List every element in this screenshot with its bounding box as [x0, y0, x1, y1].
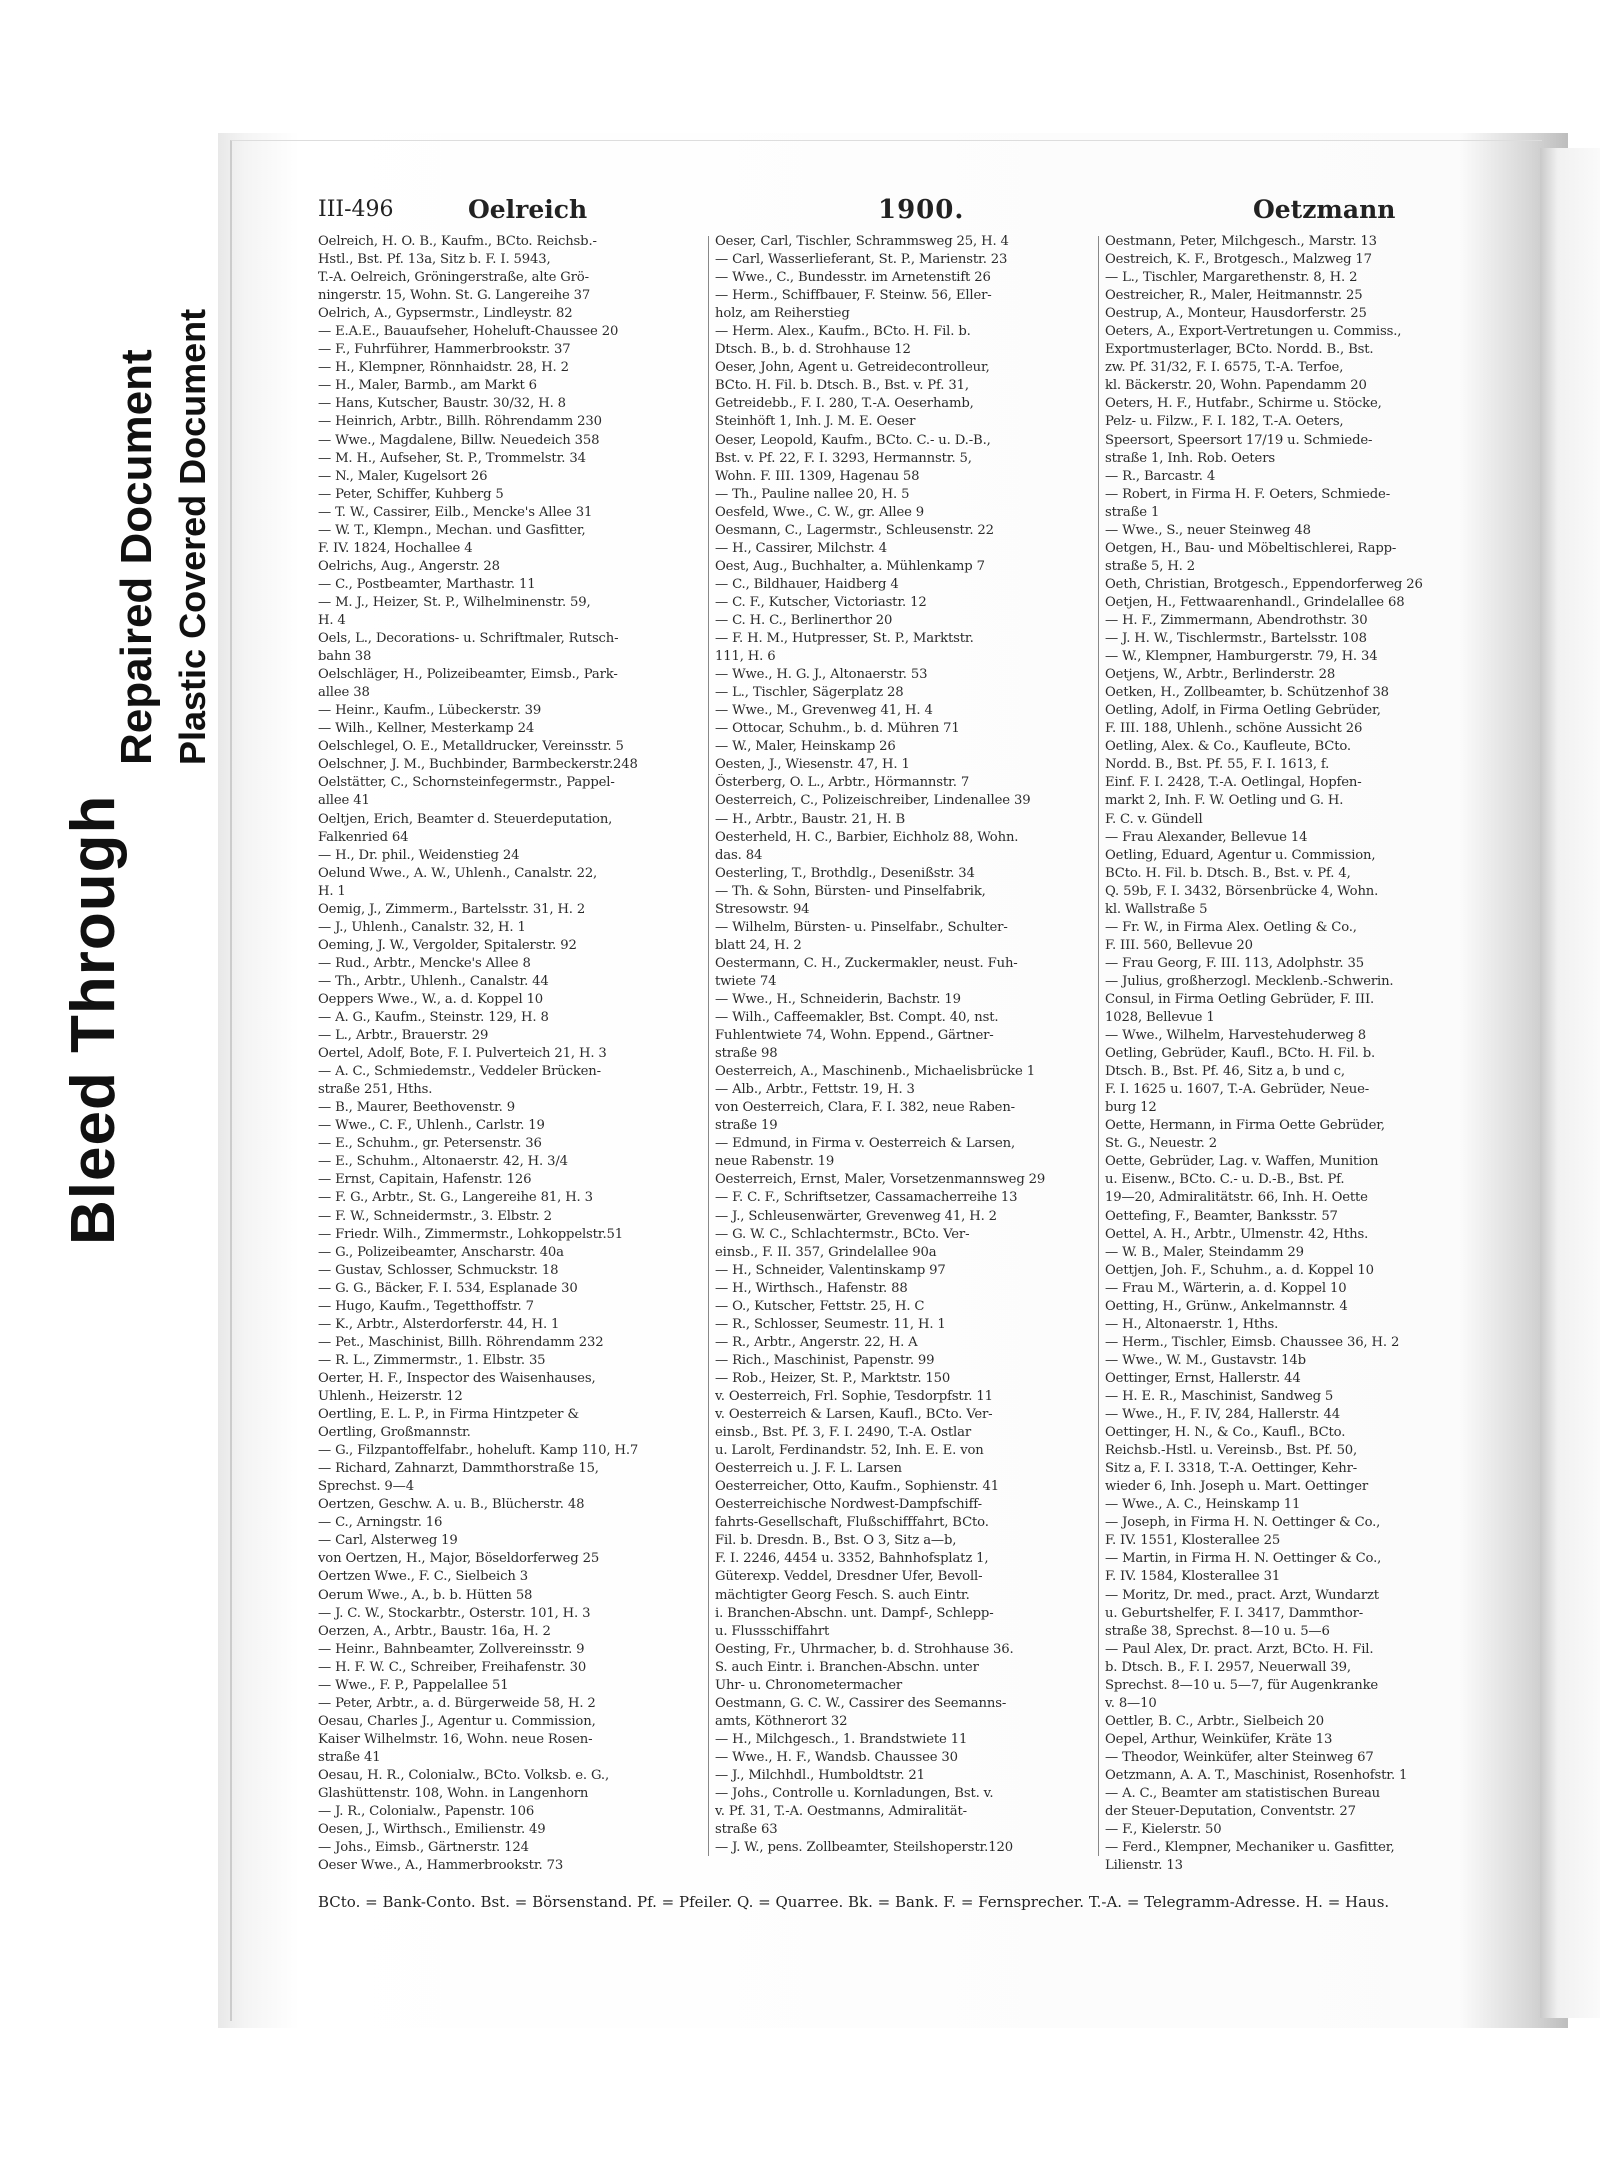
- directory-entry-line: — C., Bildhauer, Haidberg 4: [715, 576, 899, 592]
- directory-entry-line: Oeser Wwe., A., Hammerbrookstr. 73: [318, 1858, 564, 1874]
- directory-entry-line: ningerstr. 15, Wohn. St. G. Langereihe 37: [318, 288, 591, 304]
- directory-entry-line: Oetling, Alex. & Co., Kaufleute, BCto.: [1105, 739, 1351, 755]
- directory-entry-line: 1028, Bellevue 1: [1105, 1010, 1215, 1026]
- directory-entry-line: — Richard, Zahnarzt, Dammthorstraße 15,: [318, 1461, 599, 1477]
- directory-entry-line: Oeters, H. F., Hutfabr., Schirme u. Stöcke,: [1105, 396, 1382, 412]
- directory-entry-line: — J., Uhlenh., Canalstr. 32, H. 1: [318, 919, 526, 935]
- directory-entry-line: Oette, Hermann, in Firma Oette Gebrüder,: [1105, 1118, 1385, 1134]
- directory-entry-line: — R., Barcastr. 4: [1105, 468, 1216, 484]
- directory-entry-line: straße 1, Inh. Rob. Oeters: [1105, 450, 1275, 466]
- directory-entry-line: — C. H. C., Berlinerthor 20: [715, 612, 893, 628]
- directory-entry-line: Oestreich, K. F., Brotgesch., Malzweg 17: [1105, 252, 1372, 268]
- directory-entry-line: — N., Maler, Kugelsort 26: [318, 468, 488, 484]
- directory-entry-line: Oest, Aug., Buchhalter, a. Mühlenkamp 7: [715, 558, 985, 574]
- directory-entry-line: — Wwe., C. F., Uhlenh., Carlstr. 19: [318, 1118, 545, 1134]
- directory-entry-line: Oetting, H., Grünw., Ankelmannstr. 4: [1105, 1298, 1348, 1314]
- directory-entry-line: — Ernst, Capitain, Hafenstr. 126: [318, 1172, 532, 1188]
- directory-entry-line: Getreidebb., F. I. 280, T.-A. Oeserhamb,: [715, 396, 974, 412]
- directory-entry-line: — Moritz, Dr. med., pract. Arzt, Wundarzt: [1105, 1587, 1379, 1603]
- directory-entry-line: — A. C., Beamter am statistischen Bureau: [1105, 1786, 1381, 1802]
- directory-entry-line: holz, am Reiherstieg: [715, 306, 850, 322]
- directory-entry-line: Oetjen, H., Fettwaarenhandl., Grindelallee 68: [1105, 594, 1405, 610]
- directory-entry-line: Güterexp. Veddel, Dresdner Ufer, Bevoll-: [715, 1569, 983, 1585]
- directory-entry-line: Oesau, Charles J., Agentur u. Commission,: [318, 1713, 596, 1729]
- directory-entry-line: twiete 74: [715, 973, 777, 989]
- directory-entry-line: — Carl, Wasserlieferant, St. P., Marienstr. 23: [715, 252, 1008, 268]
- directory-entry-line: Oesterreich u. J. F. L. Larsen: [715, 1461, 902, 1477]
- directory-entry-line: — Peter, Schiffer, Kuhberg 5: [318, 486, 504, 502]
- plastic-covered-label: Plastic Covered Document: [172, 308, 213, 765]
- directory-entry-line: Oerter, H. F., Inspector des Waisenhauses,: [318, 1370, 596, 1386]
- directory-entry-line: kl. Bäckerstr. 20, Wohn. Papendamm 20: [1105, 378, 1367, 394]
- directory-entry-line: Oepel, Arthur, Weinküfer, Kräte 13: [1105, 1731, 1333, 1747]
- directory-entry-line: u. Flussschiffahrt: [715, 1623, 830, 1639]
- directory-entry-line: Sprechst. 8—10 u. 5—7, für Augenkranke: [1105, 1677, 1379, 1693]
- directory-entry-line: F. C. v. Gündell: [1105, 811, 1203, 827]
- directory-entry-line: — H., Arbtr., Baustr. 21, H. B: [715, 811, 906, 827]
- directory-entry-line: Sitz a, F. I. 3318, T.-A. Oettinger, Kehr-: [1105, 1461, 1358, 1477]
- directory-entry-line: Oetzmann, A. A. T., Maschinist, Rosenhofstr. 1: [1105, 1767, 1408, 1783]
- directory-entry-line: F. IV. 1551, Klosterallee 25: [1105, 1533, 1281, 1549]
- directory-entry-line: Bst. v. Pf. 22, F. I. 3293, Hermannstr. 5,: [715, 450, 972, 466]
- directory-entry-line: Wohn. F. III. 1309, Hagenau 58: [715, 468, 920, 484]
- directory-entry-line: — Peter, Arbtr., a. d. Bürgerweide 58, H. 2: [318, 1695, 596, 1711]
- directory-entry-line: — Martin, in Firma H. N. Oettinger & Co.,: [1105, 1551, 1382, 1567]
- directory-entry-line: Oelund Wwe., A. W., Uhlenh., Canalstr. 22,: [318, 865, 598, 881]
- directory-entry-line: Oeltjen, Erich, Beamter d. Steuerdeputation,: [318, 811, 613, 827]
- directory-entry-line: Oeppers Wwe., W., a. d. Koppel 10: [318, 991, 544, 1007]
- directory-entry-line: — T. W., Cassirer, Eilb., Mencke's Allee 31: [318, 504, 593, 520]
- directory-column-2: [715, 233, 1100, 1857]
- directory-entry-line: Oesterreich, C., Polizeischreiber, Lindenallee 39: [715, 793, 1031, 809]
- directory-entry-line: — Gustav, Schlosser, Schmuckstr. 18: [318, 1262, 559, 1278]
- directory-entry-line: — Carl, Alsterweg 19: [318, 1533, 458, 1549]
- directory-entry-line: — H., Altonaerstr. 1, Hths.: [1105, 1316, 1279, 1332]
- directory-entry-line: Fil. b. Dresdn. B., Bst. O 3, Sitz a—b,: [715, 1533, 957, 1549]
- directory-entry-line: — F. G., Arbtr., St. G., Langereihe 81, H. 3: [318, 1190, 593, 1206]
- directory-entry-line: Oerum Wwe., A., b. b. Hütten 58: [318, 1587, 533, 1603]
- directory-entry-line: — Wwe., H., Schneiderin, Bachstr. 19: [715, 991, 961, 1007]
- directory-entry-line: bahn 38: [318, 649, 372, 665]
- directory-entry-line: — Rich., Maschinist, Papenstr. 99: [715, 1352, 935, 1368]
- directory-entry-line: — Frau M., Wärterin, a. d. Koppel 10: [1105, 1280, 1347, 1296]
- directory-entry-line: Oesterreicher, Otto, Kaufm., Sophienstr. 41: [715, 1479, 1000, 1495]
- directory-entry-line: Oerzen, A., Arbtr., Baustr. 16a, H. 2: [318, 1623, 551, 1639]
- directory-entry-line: Dtsch. B., Bst. Pf. 46, Sitz a, b und c,: [1105, 1064, 1345, 1080]
- directory-entry-line: markt 2, Inh. F. W. Oetling und G. H.: [1105, 793, 1344, 809]
- directory-entry-line: Oettinger, H. N., & Co., Kaufl., BCto.: [1105, 1425, 1346, 1441]
- directory-entry-line: Sprechst. 9—4: [318, 1479, 414, 1495]
- directory-entry-line: — H., Dr. phil., Weidenstieg 24: [318, 847, 520, 863]
- directory-entry-line: Fuhlentwiete 74, Wohn. Eppend., Gärtner-: [715, 1028, 994, 1044]
- directory-entry-line: — Th., Pauline nallee 20, H. 5: [715, 486, 910, 502]
- directory-entry-line: — E.A.E., Bauaufseher, Hoheluft-Chaussee 20: [318, 324, 619, 340]
- directory-entry-line: — Wwe., Magdalene, Billw. Neuedeich 358: [318, 432, 600, 448]
- directory-entry-line: — L., Arbtr., Brauerstr. 29: [318, 1028, 489, 1044]
- directory-entry-line: Speersort, Speersort 17/19 u. Schmiede-: [1105, 432, 1373, 448]
- directory-entry-line: — K., Arbtr., Alsterdorferstr. 44, H. 1: [318, 1316, 560, 1332]
- directory-entry-line: — H., Cassirer, Milchstr. 4: [715, 540, 887, 556]
- directory-entry-line: Q. 59b, F. I. 3432, Börsenbrücke 4, Wohn.: [1105, 883, 1379, 899]
- directory-entry-line: Oeser, John, Agent u. Getreidecontrolleur,: [715, 360, 990, 376]
- directory-entry-line: kl. Wallstraße 5: [1105, 901, 1208, 917]
- directory-entry-line: Einf. F. I. 2428, T.-A. Oetlingal, Hopfen-: [1105, 775, 1362, 791]
- directory-entry-line: — Wwe., M., Grevenweg 41, H. 4: [715, 703, 933, 719]
- directory-entry-line: — F., Fuhrführer, Hammerbrookstr. 37: [318, 342, 571, 358]
- directory-entry-line: wieder 6, Inh. Joseph u. Mart. Oettinger: [1105, 1479, 1369, 1495]
- directory-entry-line: — L., Tischler, Sägerplatz 28: [715, 685, 904, 701]
- directory-entry-line: Oesterheld, H. C., Barbier, Eichholz 88, Wohn.: [715, 829, 1019, 845]
- directory-entry-line: Oetgen, H., Bau- und Möbeltischlerei, Rapp-: [1105, 540, 1397, 556]
- directory-entry-line: — Joseph, in Firma H. N. Oettinger & Co.,: [1105, 1515, 1381, 1531]
- directory-entry-line: — Wilhelm, Bürsten- u. Pinselfabr., Schulter-: [715, 919, 1008, 935]
- directory-entry-line: — Wilh., Caffeemakler, Bst. Compt. 40, nst.: [715, 1010, 999, 1026]
- directory-entry-line: Oertzen, Geschw. A. u. B., Blücherstr. 48: [318, 1497, 585, 1513]
- directory-entry-line: — G. W. C., Schlachtermstr., BCto. Ver-: [715, 1226, 970, 1242]
- directory-entry-line: von Oertzen, H., Major, Böseldorferweg 25: [318, 1551, 600, 1567]
- directory-entry-line: — J., Milchhdl., Humboldtstr. 21: [715, 1767, 925, 1783]
- directory-entry-line: einsb., F. II. 357, Grindelallee 90a: [715, 1244, 937, 1260]
- directory-entry-line: Oertel, Adolf, Bote, F. I. Pulverteich 21, H. 3: [318, 1046, 607, 1062]
- directory-entry-line: Glashüttenstr. 108, Wohn. in Langenhorn: [318, 1786, 589, 1802]
- directory-entry-line: — Wwe., C., Bundesstr. im Arnetenstift 26: [715, 270, 991, 286]
- abbreviations-footer: BCto. = Bank-Conto. Bst. = Börsenstand. Pf. = Pfeiler. Q. = Quarree. Bk. = Bank. F. = Fernsprecher. T.-A. = Telegramm-Adresse. H. = Haus.: [318, 1893, 1390, 1911]
- directory-entry-line: — Rob., Heizer, St. P., Marktstr. 150: [715, 1370, 951, 1386]
- directory-entry-line: F. IV. 1584, Klosterallee 31: [1105, 1569, 1281, 1585]
- directory-entry-line: straße 251, Hths.: [318, 1082, 433, 1098]
- directory-entry-line: — Wilh., Kellner, Mesterkamp 24: [318, 721, 535, 737]
- directory-entry-line: Kaiser Wilhelmstr. 16, Wohn. neue Rosen-: [318, 1731, 593, 1747]
- directory-entry-line: Oesten, J., Wiesenstr. 47, H. 1: [715, 757, 910, 773]
- directory-entry-line: — W. B., Maler, Steindamm 29: [1105, 1244, 1304, 1260]
- directory-entry-line: Oestmann, Peter, Milchgesch., Marstr. 13: [1105, 234, 1377, 249]
- directory-entry-line: straße 19: [715, 1118, 778, 1134]
- directory-entry-line: — Wwe., H. F., Wandsb. Chaussee 30: [715, 1749, 958, 1765]
- directory-entry-line: burg 12: [1105, 1100, 1157, 1116]
- directory-entry-line: Oelschlegel, O. E., Metalldrucker, Vereinsstr. 5: [318, 739, 624, 755]
- directory-entry-line: Oelschläger, H., Polizeibeamter, Eimsb., Park-: [318, 667, 618, 683]
- directory-entry-line: — Johs., Eimsb., Gärtnerstr. 124: [318, 1840, 529, 1856]
- directory-entry-line: T.-A. Oelreich, Gröningerstraße, alte Grö-: [318, 270, 589, 286]
- page-number: III-496: [318, 197, 394, 222]
- directory-entry-line: Oesmann, C., Lagermstr., Schleusenstr. 22: [715, 522, 994, 538]
- directory-entry-line: H. 1: [318, 883, 346, 899]
- directory-entry-line: Oetling, Eduard, Agentur u. Commission,: [1105, 847, 1376, 863]
- directory-entry-line: Oertzen Wwe., F. C., Sielbeich 3: [318, 1569, 528, 1585]
- directory-entry-line: — H., Maler, Barmb., am Markt 6: [318, 378, 537, 394]
- directory-entry-line: Oesterling, T., Brothdlg., Desenißstr. 34: [715, 865, 975, 881]
- directory-entry-line: — Frau Georg, F. III. 113, Adolphstr. 35: [1105, 955, 1364, 971]
- directory-entry-line: — H. F. W. C., Schreiber, Freihafenstr. 30: [318, 1659, 587, 1675]
- bleed-through-label: Bleed Through: [59, 794, 128, 1245]
- directory-entry-line: Dtsch. B., b. d. Strohhause 12: [715, 342, 911, 358]
- directory-entry-line: — Ottocar, Schuhm., b. d. Mühren 71: [715, 721, 960, 737]
- directory-entry-line: — C., Arningstr. 16: [318, 1515, 443, 1531]
- directory-entry-line: Oesen, J., Wirthsch., Emilienstr. 49: [318, 1822, 546, 1838]
- directory-entry-line: F. III. 188, Uhlenh., schöne Aussicht 26: [1105, 721, 1363, 737]
- directory-entry-line: Oettjen, Joh. F., Schuhm., a. d. Koppel 10: [1105, 1262, 1374, 1278]
- directory-entry-line: allee 41: [318, 793, 370, 809]
- directory-entry-line: v. Oesterreich, Frl. Sophie, Tesdorpfstr. 11: [715, 1389, 993, 1404]
- directory-entry-line: Exportmusterlager, BCto. Nordd. B., Bst.: [1105, 342, 1374, 358]
- directory-entry-line: Oesfeld, Wwe., C. W., gr. Allee 9: [715, 504, 925, 520]
- directory-entry-line: — Pet., Maschinist, Billh. Röhrendamm 232: [318, 1334, 604, 1350]
- directory-entry-line: Pelz- u. Filzw., F. I. 182, T.-A. Oeters,: [1105, 414, 1344, 430]
- directory-entry-line: F. IV. 1824, Hochallee 4: [318, 540, 473, 556]
- directory-entry-line: Oesterreich, A., Maschinenb., Michaelisbrücke 1: [715, 1064, 1035, 1080]
- directory-entry-line: Oelschner, J. M., Buchbinder, Barmbeckerstr.248: [318, 757, 638, 773]
- directory-entry-line: — R., Schlosser, Seumestr. 11, H. 1: [715, 1316, 946, 1332]
- directory-entry-line: BCto. H. Fil. b. Dtsch. B., Bst. v. Pf. 31,: [715, 378, 969, 394]
- directory-entry-line: — E., Schuhm., Altonaerstr. 42, H. 3/4: [318, 1154, 568, 1170]
- directory-entry-line: v. Oesterreich & Larsen, Kaufl., BCto. Ver-: [715, 1407, 993, 1423]
- directory-entry-line: — Ferd., Klempner, Mechaniker u. Gasfitter,: [1105, 1840, 1395, 1856]
- directory-entry-line: Österberg, O. L., Arbtr., Hörmannstr. 7: [715, 775, 970, 791]
- next-page-edge: [1540, 148, 1600, 2018]
- directory-entry-line: Oels, L., Decorations- u. Schriftmaler, Rutsch-: [318, 631, 619, 647]
- directory-entry-line: F. I. 1625 u. 1607, T.-A. Gebrüder, Neue-: [1105, 1082, 1370, 1098]
- directory-entry-line: — Theodor, Weinküfer, alter Steinweg 67: [1105, 1749, 1374, 1765]
- directory-entry-line: — Wwe., F. P., Pappelallee 51: [318, 1677, 509, 1693]
- directory-entry-line: — H., Klempner, Rönnhaidstr. 28, H. 2: [318, 360, 569, 376]
- side-labels: [0, 0, 220, 2177]
- directory-entry-line: Oettel, A. H., Arbtr., Ulmenstr. 42, Hths.: [1105, 1226, 1369, 1242]
- directory-entry-line: — R., Arbtr., Angerstr. 22, H. A: [715, 1334, 918, 1350]
- directory-entry-line: — Wwe., S., neuer Steinweg 48: [1105, 522, 1311, 538]
- directory-entry-line: Oesau, H. R., Colonialw., BCto. Volksb. e. G.,: [318, 1767, 609, 1783]
- directory-entry-line: — J. R., Colonialw., Papenstr. 106: [318, 1804, 535, 1820]
- directory-entry-line: — G. G., Bäcker, F. I. 534, Esplanade 30: [318, 1280, 578, 1296]
- directory-entry-line: u. Eisenw., BCto. C.- u. D.-B., Bst. Pf.: [1105, 1172, 1345, 1188]
- directory-entry-line: S. auch Eintr. i. Branchen-Abschn. unter: [715, 1659, 979, 1675]
- directory-entry-line: Oelstätter, C., Schornsteinfegermstr., Pappel-: [318, 775, 615, 791]
- header-year: 1900.: [878, 195, 965, 225]
- directory-entry-line: Oeser, Leopold, Kaufm., BCto. C.- u. D.-B.,: [715, 432, 991, 448]
- directory-entry-line: v. 8—10: [1105, 1695, 1157, 1711]
- directory-entry-line: b. Dtsch. B., F. I. 2957, Neuerwall 39,: [1105, 1659, 1351, 1675]
- directory-column-1: [318, 233, 703, 1875]
- directory-entry-line: — Herm. Alex., Kaufm., BCto. H. Fil. b.: [715, 324, 971, 340]
- directory-entry-line: zw. Pf. 31/32, F. I. 6575, T.-A. Terfoe,: [1105, 360, 1344, 376]
- directory-entry-line: Oetling, Adolf, in Firma Oetling Gebrüder,: [1105, 703, 1381, 719]
- directory-entry-line: — G., Polizeibeamter, Anscharstr. 40a: [318, 1244, 564, 1260]
- directory-entry-line: St. G., Neuestr. 2: [1105, 1136, 1217, 1152]
- directory-entry-line: — F., Kielerstr. 50: [1105, 1822, 1222, 1838]
- directory-entry-line: — Edmund, in Firma v. Oesterreich & Larsen,: [715, 1136, 1016, 1152]
- directory-entry-line: — L., Tischler, Margarethenstr. 8, H. 2: [1105, 270, 1358, 286]
- directory-entry-line: u. Geburtshelfer, F. I. 3417, Dammthor-: [1105, 1605, 1364, 1621]
- directory-entry-line: — Wwe., W. M., Gustavstr. 14b: [1105, 1352, 1306, 1368]
- directory-entry-line: Oette, Gebrüder, Lag. v. Waffen, Munition: [1105, 1154, 1379, 1170]
- directory-entry-line: — Friedr. Wilh., Zimmermstr., Lohkoppelstr.51: [318, 1226, 624, 1242]
- directory-entry-line: — M. H., Aufseher, St. P., Trommelstr. 34: [318, 450, 586, 466]
- directory-entry-line: Reichsb.-Hstl. u. Vereinsb., Bst. Pf. 50,: [1105, 1443, 1358, 1459]
- directory-entry-line: straße 63: [715, 1822, 778, 1838]
- directory-entry-line: Lilienstr. 13: [1105, 1858, 1183, 1874]
- directory-entry-line: — Robert, in Firma H. F. Oeters, Schmiede-: [1105, 486, 1390, 502]
- directory-entry-line: — G., Filzpantoffelfabr., hoheluft. Kamp 110, H.7: [318, 1443, 639, 1459]
- directory-entry-line: allee 38: [318, 685, 370, 701]
- directory-entry-line: Oestmann, G. C. W., Cassirer des Seemanns-: [715, 1695, 1007, 1711]
- directory-entry-line: Oertling, E. L. P., in Firma Hintzpeter &: [318, 1407, 579, 1423]
- directory-entry-line: Oelrich, A., Gypsermstr., Lindleystr. 82: [318, 306, 573, 322]
- header-last-entry: Oetzmann: [1253, 195, 1396, 224]
- directory-entry-line: — H., Schneider, Valentinskamp 97: [715, 1262, 946, 1278]
- directory-entry-line: Oemig, J., Zimmerm., Bartelsstr. 31, H. 2: [318, 901, 586, 917]
- directory-entry-line: — J. C. W., Stockarbtr., Osterstr. 101, H. 3: [318, 1605, 591, 1621]
- directory-entry-line: u. Larolt, Ferdinandstr. 52, Inh. E. E. von: [715, 1443, 984, 1459]
- directory-entry-line: F. I. 2246, 4454 u. 3352, Bahnhofsplatz 1,: [715, 1551, 989, 1567]
- column-divider: [708, 236, 709, 1856]
- directory-entry-line: — Wwe., H., F. IV, 284, Hallerstr. 44: [1105, 1407, 1340, 1423]
- directory-entry-line: straße 1: [1105, 504, 1160, 520]
- directory-entry-line: Oestermann, C. H., Zuckermakler, neust. Fuh-: [715, 955, 1018, 971]
- directory-entry-line: Oesterreich, Ernst, Maler, Vorsetzenmannsweg 29: [715, 1172, 1046, 1188]
- directory-entry-line: mächtigter Georg Fesch. S. auch Eintr.: [715, 1587, 970, 1603]
- directory-entry-line: — Wwe., Wilhelm, Harvestehuderweg 8: [1105, 1028, 1366, 1044]
- directory-entry-line: straße 5, H. 2: [1105, 558, 1195, 574]
- directory-entry-line: — A. G., Kaufm., Steinstr. 129, H. 8: [318, 1010, 549, 1026]
- directory-entry-line: — W., Maler, Heinskamp 26: [715, 739, 896, 755]
- directory-entry-line: — Herm., Schiffbauer, F. Steinw. 56, Eller-: [715, 288, 992, 304]
- directory-entry-line: F. III. 560, Bellevue 20: [1105, 937, 1253, 953]
- directory-entry-line: — H., Milchgesch., 1. Brandstwiete 11: [715, 1731, 968, 1747]
- directory-entry-line: — Wwe., A. C., Heinskamp 11: [1105, 1497, 1301, 1513]
- directory-entry-line: Stresowstr. 94: [715, 901, 810, 917]
- directory-entry-line: v. Pf. 31, T.-A. Oestmanns, Admiralität-: [715, 1804, 967, 1820]
- directory-entry-line: Falkenried 64: [318, 829, 409, 845]
- directory-entry-line: Oestreicher, R., Maler, Heitmannstr. 25: [1105, 288, 1363, 304]
- directory-entry-line: neue Rabenstr. 19: [715, 1154, 835, 1170]
- directory-entry-line: — H. F., Zimmermann, Abendrothstr. 30: [1105, 612, 1368, 628]
- directory-entry-line: straße 98: [715, 1046, 778, 1062]
- directory-entry-line: — H. E. R., Maschinist, Sandweg 5: [1105, 1389, 1334, 1404]
- directory-entry-line: Oertling, Großmannstr.: [318, 1425, 471, 1441]
- directory-entry-line: — F. W., Schneidermstr., 3. Elbstr. 2: [318, 1208, 552, 1224]
- directory-entry-line: Oelreich, H. O. B., Kaufm., BCto. Reichsb.-: [318, 234, 597, 249]
- directory-entry-line: von Oesterreich, Clara, F. I. 382, neue Raben-: [715, 1100, 1015, 1116]
- page-header: [318, 195, 1478, 235]
- directory-entry-line: — Fr. W., in Firma Alex. Oetling & Co.,: [1105, 919, 1357, 935]
- directory-column-3: [1105, 233, 1487, 1875]
- directory-entry-line: 19—20, Admiralitätstr. 66, Inh. H. Oette: [1105, 1190, 1368, 1206]
- directory-entry-line: Steinhöft 1, Inh. J. M. E. Oeser: [715, 414, 916, 430]
- column-divider: [1098, 236, 1099, 1856]
- directory-entry-line: Oesting, Fr., Uhrmacher, b. d. Strohhause 36.: [715, 1641, 1014, 1657]
- directory-entry-line: amts, Köthnerort 32: [715, 1713, 848, 1729]
- directory-entry-line: — Heinr., Bahnbeamter, Zollvereinsstr. 9: [318, 1641, 585, 1657]
- directory-entry-line: straße 38, Sprechst. 8—10 u. 5—6: [1105, 1623, 1330, 1639]
- directory-entry-line: — E., Schuhm., gr. Petersenstr. 36: [318, 1136, 542, 1152]
- directory-entry-line: Oeters, A., Export-Vertretungen u. Commiss.,: [1105, 324, 1402, 340]
- directory-entry-line: — W. T., Klempn., Mechan. und Gasfitter,: [318, 522, 586, 538]
- directory-entry-line: — Wwe., H. G. J., Altonaerstr. 53: [715, 667, 928, 683]
- directory-entry-line: — Paul Alex, Dr. pract. Arzt, BCto. H. Fil.: [1105, 1641, 1374, 1657]
- directory-entry-line: — F. H. M., Hutpresser, St. P., Marktstr.: [715, 631, 974, 647]
- directory-entry-line: Oetken, H., Zollbeamter, b. Schützenhof 38: [1105, 685, 1389, 701]
- directory-entry-line: — A. C., Schmiedemstr., Veddeler Brücken-: [318, 1064, 601, 1080]
- directory-entry-line: — Heinr., Kaufm., Lübeckerstr. 39: [318, 703, 542, 719]
- directory-entry-line: — W., Klempner, Hamburgerstr. 79, H. 34: [1105, 649, 1378, 665]
- header-first-entry: Oelreich: [468, 195, 588, 224]
- directory-entry-line: — M. J., Heizer, St. P., Wilhelminenstr. 59,: [318, 594, 591, 610]
- directory-entry-line: — Alb., Arbtr., Fettstr. 19, H. 3: [715, 1082, 915, 1098]
- directory-entry-line: straße 41: [318, 1749, 381, 1765]
- directory-entry-line: Oettler, B. C., Arbtr., Sielbeich 20: [1105, 1713, 1324, 1729]
- directory-entry-line: fahrts-Gesellschaft, Flußschifffahrt, BCto.: [715, 1515, 989, 1531]
- directory-entry-line: Oeser, Carl, Tischler, Schrammsweg 25, H. 4: [715, 234, 1009, 249]
- directory-entry-line: Nordd. B., Bst. Pf. 55, F. I. 1613, f.: [1105, 757, 1330, 773]
- directory-entry-line: — C., Postbeamter, Marthastr. 11: [318, 576, 536, 592]
- directory-entry-line: Consul, in Firma Oetling Gebrüder, F. III.: [1105, 991, 1375, 1007]
- directory-entry-line: BCto. H. Fil. b. Dtsch. B., Bst. v. Pf. 4,: [1105, 865, 1351, 881]
- directory-entry-line: Oetling, Gebrüder, Kaufl., BCto. H. Fil. b.: [1105, 1046, 1376, 1062]
- directory-entry-line: — F. C. F., Schriftsetzer, Cassamacherreihe 13: [715, 1190, 1018, 1206]
- directory-entry-line: — Rud., Arbtr., Mencke's Allee 8: [318, 955, 531, 971]
- directory-entry-line: i. Branchen-Abschn. unt. Dampf-, Schlepp-: [715, 1605, 994, 1621]
- directory-entry-line: Oettefing, F., Beamter, Banksstr. 57: [1105, 1208, 1338, 1224]
- directory-entry-line: Oettinger, Ernst, Hallerstr. 44: [1105, 1370, 1301, 1386]
- directory-entry-line: Oestrup, A., Monteur, Hausdorferstr. 25: [1105, 306, 1367, 322]
- directory-entry-line: Oetjens, W., Arbtr., Berlinderstr. 28: [1105, 667, 1336, 683]
- directory-entry-line: — Herm., Tischler, Eimsb. Chaussee 36, H. 2: [1105, 1334, 1400, 1350]
- directory-entry-line: — Heinrich, Arbtr., Billh. Röhrendamm 230: [318, 414, 602, 430]
- directory-entry-line: — Julius, großherzogl. Mecklenb.-Schwerin.: [1105, 973, 1394, 989]
- directory-entry-line: — J. W., pens. Zollbeamter, Steilshoperstr.120: [715, 1840, 1013, 1856]
- directory-entry-line: das. 84: [715, 847, 763, 863]
- directory-entry-line: Oeming, J. W., Vergolder, Spitalerstr. 92: [318, 937, 577, 953]
- directory-entry-line: — Th. & Sohn, Bürsten- und Pinselfabrik,: [715, 883, 986, 899]
- directory-entry-line: — Hans, Kutscher, Baustr. 30/32, H. 8: [318, 396, 566, 412]
- directory-entry-line: Oesterreichische Nordwest-Dampfschiff-: [715, 1497, 982, 1513]
- directory-entry-line: blatt 24, H. 2: [715, 937, 802, 953]
- directory-entry-line: 111, H. 6: [715, 649, 776, 665]
- repaired-document-label: Repaired Document: [112, 349, 161, 765]
- directory-entry-line: — Th., Arbtr., Uhlenh., Canalstr. 44: [318, 973, 549, 989]
- directory-entry-line: — J., Schleusenwärter, Grevenweg 41, H. 2: [715, 1208, 997, 1224]
- directory-entry-line: — B., Maurer, Beethovenstr. 9: [318, 1100, 515, 1116]
- directory-entry-line: Oeth, Christian, Brotgesch., Eppendorferweg 26: [1105, 576, 1423, 592]
- directory-entry-line: — Hugo, Kaufm., Tegetthoffstr. 7: [318, 1298, 534, 1314]
- directory-entry-line: — J. H. W., Tischlermstr., Bartelsstr. 108: [1105, 631, 1367, 647]
- directory-entry-line: — H., Wirthsch., Hafenstr. 88: [715, 1280, 908, 1296]
- directory-entry-line: H. 4: [318, 612, 346, 628]
- directory-entry-line: Hstl., Bst. Pf. 13a, Sitz b. F. I. 5943,: [318, 252, 551, 268]
- directory-entry-line: — C. F., Kutscher, Victoriastr. 12: [715, 594, 927, 610]
- directory-entry-line: einsb., Bst. Pf. 3, F. I. 2490, T.-A. Ostlar: [715, 1425, 971, 1441]
- directory-entry-line: — R. L., Zimmermstr., 1. Elbstr. 35: [318, 1352, 546, 1368]
- directory-entry-line: Uhr- u. Chronometermacher: [715, 1677, 903, 1693]
- directory-entry-line: der Steuer-Deputation, Conventstr. 27: [1105, 1804, 1356, 1820]
- directory-entry-line: Uhlenh., Heizerstr. 12: [318, 1389, 463, 1404]
- directory-entry-line: — O., Kutscher, Fettstr. 25, H. C: [715, 1298, 925, 1314]
- directory-entry-line: — Frau Alexander, Bellevue 14: [1105, 829, 1308, 845]
- directory-entry-line: Oelrichs, Aug., Angerstr. 28: [318, 558, 500, 574]
- directory-entry-line: — Johs., Controlle u. Kornladungen, Bst. v.: [715, 1786, 994, 1802]
